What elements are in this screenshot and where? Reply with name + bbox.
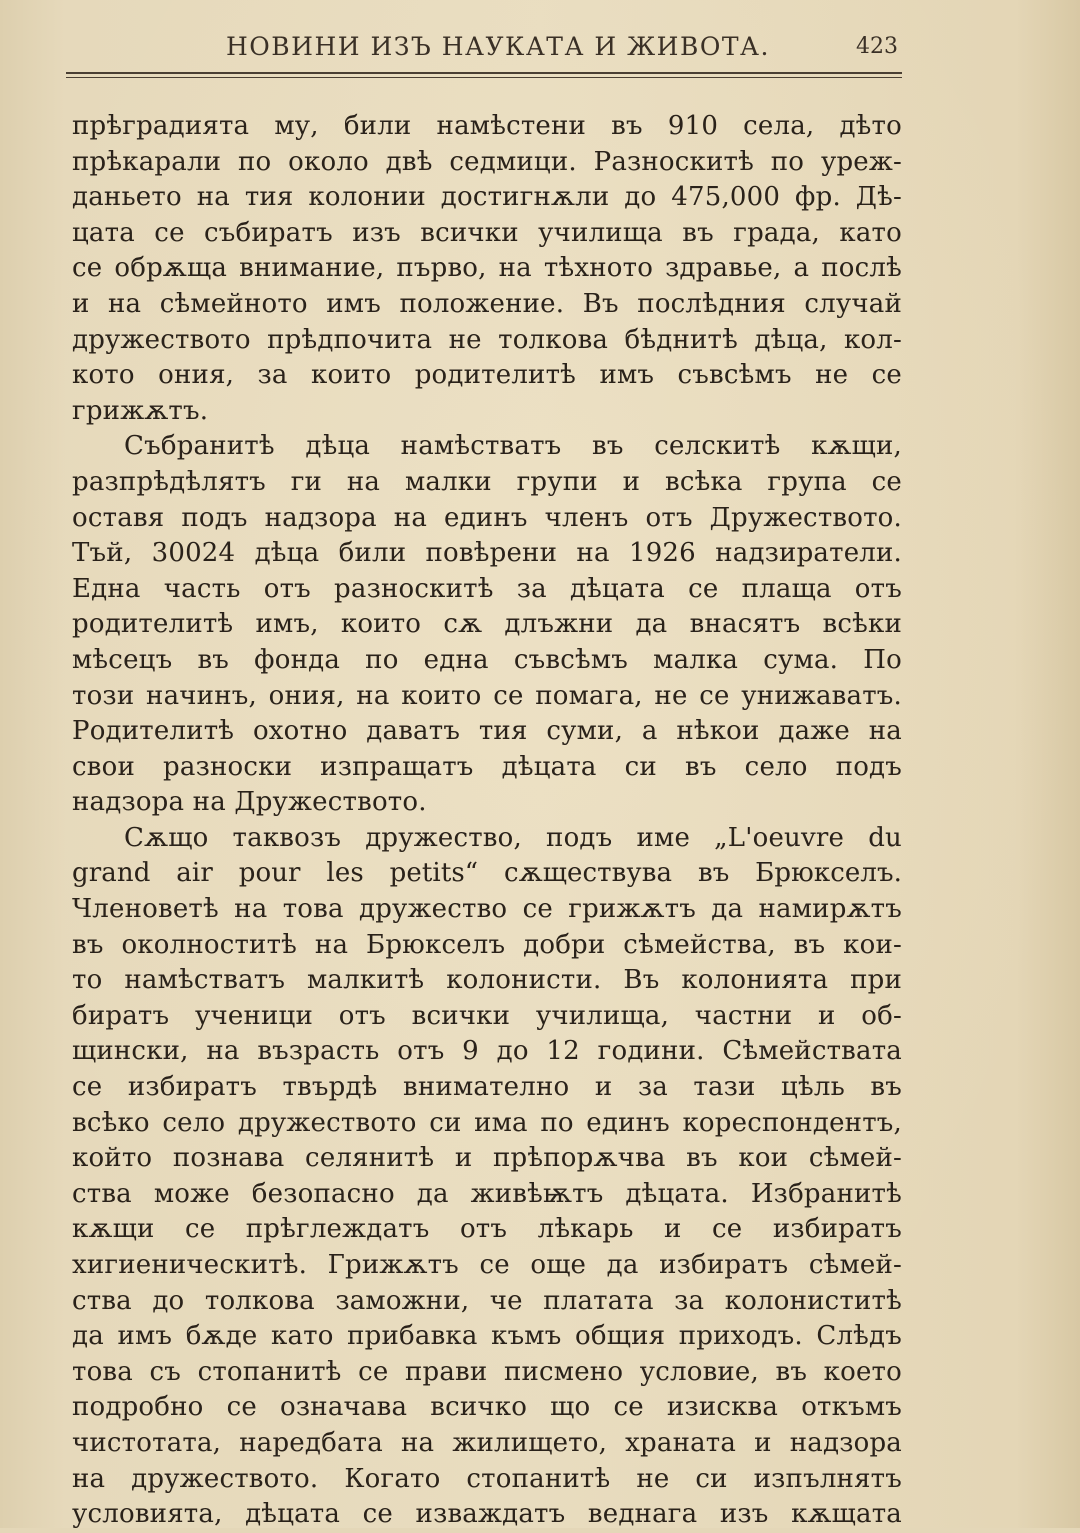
text-line: родителитѣ имъ, които сѫ длъжни да внасятъ всѣки bbox=[72, 609, 902, 640]
text-line: се обрѫща внимание, първо, на тѣхното здравье, а послѣ bbox=[72, 253, 902, 284]
text-line: и на сѣмейното имъ положение. Въ послѣдния случай bbox=[72, 288, 902, 319]
text-line: Тъй, 30024 дѣца били повѣрени на 1926 надзиратели. bbox=[72, 538, 902, 569]
text-line: Събранитѣ дѣца намѣстватъ въ селскитѣ кѫщи, bbox=[124, 431, 902, 462]
text-line: то намѣстватъ малкитѣ колонисти. Въ колонията при bbox=[72, 965, 902, 996]
text-line: ства може безопасно да живѣѭтъ дѣцата. Избранитѣ bbox=[72, 1178, 902, 1209]
header-rule-thin bbox=[66, 77, 902, 78]
text-line: грижѫтъ. bbox=[72, 395, 209, 426]
text-line: кото ония, за които родителитѣ имъ съвсѣмъ не се bbox=[72, 360, 902, 391]
text-line: прѣкарали по около двѣ седмици. Разноскитѣ по уреж- bbox=[72, 146, 902, 177]
text-line: Една часть отъ разноскитѣ за дѣцата се плаща отъ bbox=[72, 573, 902, 604]
text-line: grand air pour les petits“ сѫществува въ Брюкселъ. bbox=[72, 858, 902, 889]
text-line: Сѫщо таквозъ дружество, подъ име „L'oeuvre du bbox=[124, 822, 902, 853]
text-line: прѣградията му, били намѣстени въ 910 села, дѣто bbox=[72, 111, 902, 141]
text-line: щински, на възрасть отъ 9 до 12 години. Сѣмействата bbox=[72, 1036, 902, 1067]
text-line: свои разноски изпращатъ дѣцата си въ село подъ bbox=[72, 751, 902, 782]
text-line: кѫщи се прѣглеждатъ отъ лѣкарь и се избиратъ bbox=[72, 1214, 902, 1245]
body-text bbox=[72, 109, 902, 1533]
text-line: въ околноститѣ на Брюкселъ добри сѣмейства, въ кои- bbox=[72, 929, 902, 960]
text-line: цата се събиратъ изъ всички училища въ града, като bbox=[72, 217, 902, 248]
text-line: на дружеството. Когато стопанитѣ не си изпълнятъ bbox=[72, 1463, 902, 1494]
text-line: хигиеническитѣ. Грижѫтъ се още да избиратъ сѣмей- bbox=[72, 1250, 902, 1280]
text-line: всѣко село дружеството си има по единъ кореспондентъ, bbox=[72, 1107, 902, 1138]
text-line: Членоветѣ на това дружество се грижѫтъ да намирѫтъ bbox=[72, 894, 902, 925]
text-line: мѣсецъ въ фонда по една съвсѣмъ малка сума. По bbox=[72, 644, 902, 675]
text-line: този начинъ, ония, на които се помага, не се унижаватъ. bbox=[72, 680, 902, 711]
text-line: условията, дѣцата се изваждатъ веднага изъ кѫщата bbox=[72, 1499, 902, 1530]
text-line: даньето на тия колонии достигнѫли до 475,000 фр. Дѣ- bbox=[72, 182, 902, 213]
text-line: да имъ бѫде като прибавка къмъ общия приходъ. Слѣдъ bbox=[72, 1321, 902, 1352]
text-line: чистотата, наредбата на жилището, храната и надзора bbox=[72, 1427, 902, 1458]
text-line: Родителитѣ охотно даватъ тия суми, а нѣкои даже на bbox=[72, 716, 902, 747]
text-line: дружеството прѣдпочита не толкова бѣднитѣ дѣца, кол- bbox=[72, 324, 902, 355]
text-line: биратъ ученици отъ всички училища, частни и об- bbox=[72, 1000, 902, 1031]
page-header bbox=[66, 30, 902, 70]
text-line: ства до толкова заможни, че платата за колониститѣ bbox=[72, 1285, 902, 1316]
text-line: който познава селянитѣ и прѣпорѫчва въ кои сѣмей- bbox=[72, 1143, 902, 1174]
text-line: разпрѣдѣлятъ ги на малки групи и всѣка група се bbox=[72, 466, 902, 497]
text-line: подробно се означава всичко що се изисква откъмъ bbox=[72, 1392, 902, 1423]
running-title: НОВИНИ ИЗЪ НАУКАТА И ЖИВОТА. bbox=[226, 32, 770, 61]
text-line: надзора на Дружеството. bbox=[72, 787, 427, 818]
page-number: 423 bbox=[856, 34, 898, 59]
text-line: това съ стопанитѣ се прави писмено условие, въ което bbox=[72, 1356, 902, 1387]
text-line: се избиратъ твърдѣ внимателно и за тази цѣль въ bbox=[72, 1072, 902, 1103]
text-line: оставя подъ надзора на единъ членъ отъ Дружеството. bbox=[72, 502, 902, 533]
header-rule bbox=[66, 72, 902, 74]
